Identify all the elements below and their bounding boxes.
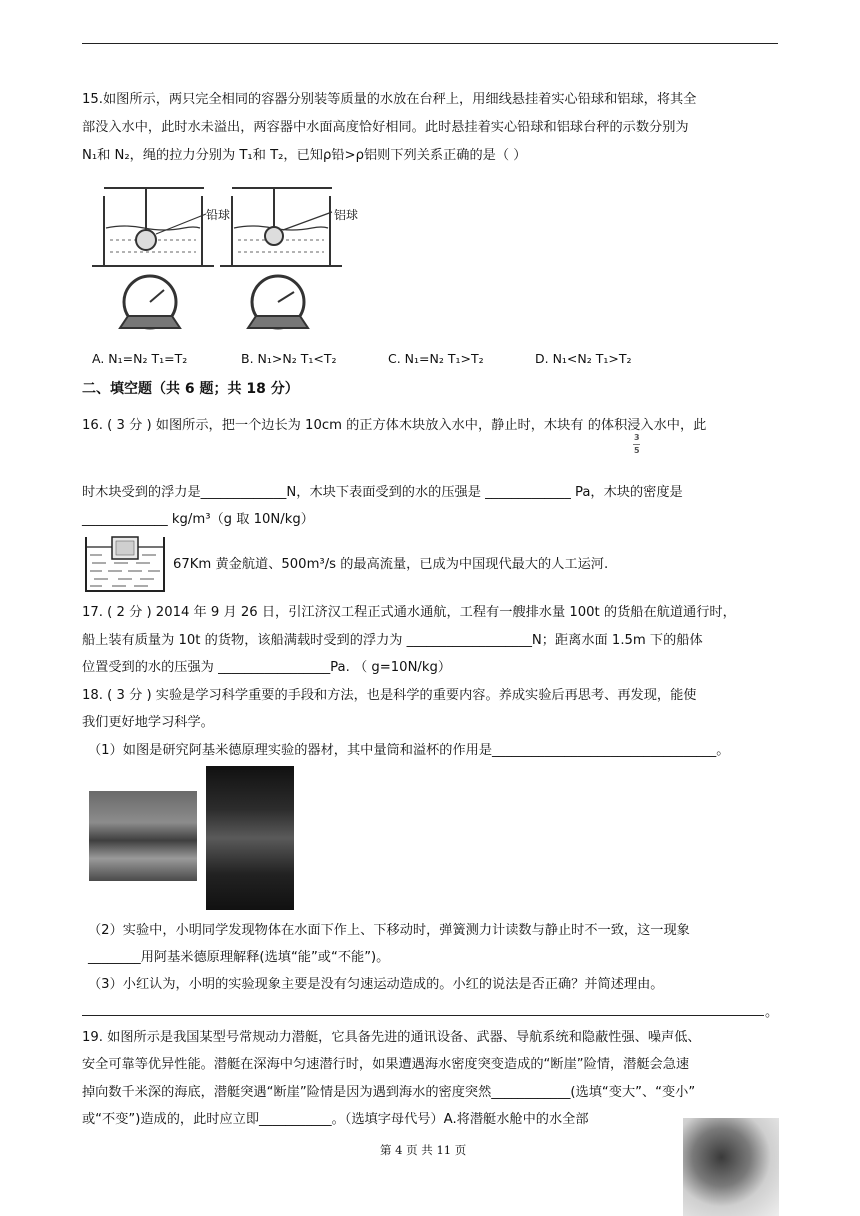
q18-part1: （1）如图是研究阿基米德原理实验的器材，其中量筒和溢杯的作用是__________________________________。 [88,743,730,758]
experiment-photo-right [206,766,294,910]
q15-line3: N₁和 N₂，绳的拉力分别为 T₁和 T₂，已知ρ铅>ρ铝则下列关系正确的是（ ） [82,148,527,163]
fraction-bar [633,444,640,445]
fraction-numerator: 3 [634,433,640,442]
q15-option-c[interactable]: C. N₁=N₂ T₁>T₂ [388,351,484,366]
section-heading: 二、填空题（共 6 题；共 18 分） [82,381,299,397]
q18-answer-end: 。 [765,1005,779,1020]
header-rule [82,43,778,44]
submarine-photo [683,1118,779,1216]
q17-line2: 船上装有质量为 10t 的货物，该船满载时受到的浮力为 ___________________N；距离水面 1.5m 下的船体 [82,633,703,648]
q19-line4: 或“不变”)造成的，此时应立即___________。（选填字母代号）A.将潜艇水舱中的水全部 [82,1112,589,1127]
q15-scale-figure [84,178,384,338]
left-scale [92,188,214,328]
wood-block-figure [84,533,166,593]
q18-line2: 我们更好地学习科学。 [82,715,214,730]
q15-line1: 15.如图所示，两只完全相同的容器分别装等质量的水放在台秤上，用细线悬挂着实心铅球和铝球，将其全 [82,92,697,107]
q15-option-d[interactable]: D. N₁<N₂ T₁>T₂ [535,351,632,366]
q18-answer-blank[interactable] [82,1015,764,1016]
fraction-denominator: 5 [634,446,640,455]
q18-part3: （3）小红认为，小明的实验现象主要是没有匀速运动造成的。小红的说法是否正确？并简述理由。 [88,977,664,992]
q18-part2-line2: ________用阿基米德原理解释(选填“能”或“不能”)。 [88,950,390,965]
q16-line1: 16. ( 3 分 ) 如图所示，把一个边长为 10cm 的正方体木块放入水中，静止时，木块有 的体积浸入水中，此 [82,418,707,433]
q16-line2: 时木块受到的浮力是_____________N，木块下表面受到的水的压强是 _____________ Pa，木块的密度是 [82,485,683,500]
q17-line3: 位置受到的水的压强为 _________________Pa. （ g=10N/kg） [82,660,452,675]
aluminum-ball-label: 铝球 [334,208,359,222]
experiment-photo-left [89,791,197,881]
q15-option-b[interactable]: B. N₁>N₂ T₁<T₂ [241,351,337,366]
q16-stray-text: 67Km 黄金航道、500m³/s 的最高流量，已成为中国现代最大的人工运河. [173,557,609,572]
q18-line1: 18. ( 3 分 ) 实验是学习科学重要的手段和方法，也是科学的重要内容。养成实验后再思考、再发现，能使 [82,688,697,703]
q19-line3: 掉向数千米深的海底，潜艇突遇“断崖”险情是因为遇到海水的密度突然____________(选填“变大”、“变小” [82,1085,696,1100]
q19-line1: 19. 如图所示是我国某型号常规动力潜艇，它具备先进的通讯设备、武器、导航系统和隐蔽性强、噪声低、 [82,1030,701,1045]
lead-ball-label: 铅球 [206,208,231,222]
page-footer: 第 4 页 共 11 页 [380,1143,467,1157]
q17-line1: 17. ( 2 分 ) 2014 年 9 月 26 日，引江济汉工程正式通水通航，工程有一艘排水量 100t 的货船在航道通行时， [82,605,736,620]
q18-part2-line1: （2）实验中，小明同学发现物体在水面下作上、下移动时，弹簧测力计读数与静止时不一致，这一现象 [88,923,690,938]
q15-line2: 部没入水中，此时水未溢出，两容器中水面高度恰好相同。此时悬挂着实心铅球和铝球台秤的示数分别为 [82,120,689,135]
q15-option-a[interactable]: A. N₁=N₂ T₁=T₂ [92,351,188,366]
q19-line2: 安全可靠等优异性能。潜艇在深海中匀速潜行时，如果遭遇海水密度突变造成的“断崖”险情，潜艇会急速 [82,1057,690,1072]
q16-line3: _____________ kg/m³（g 取 10N/kg） [82,512,314,527]
right-scale [220,188,342,328]
